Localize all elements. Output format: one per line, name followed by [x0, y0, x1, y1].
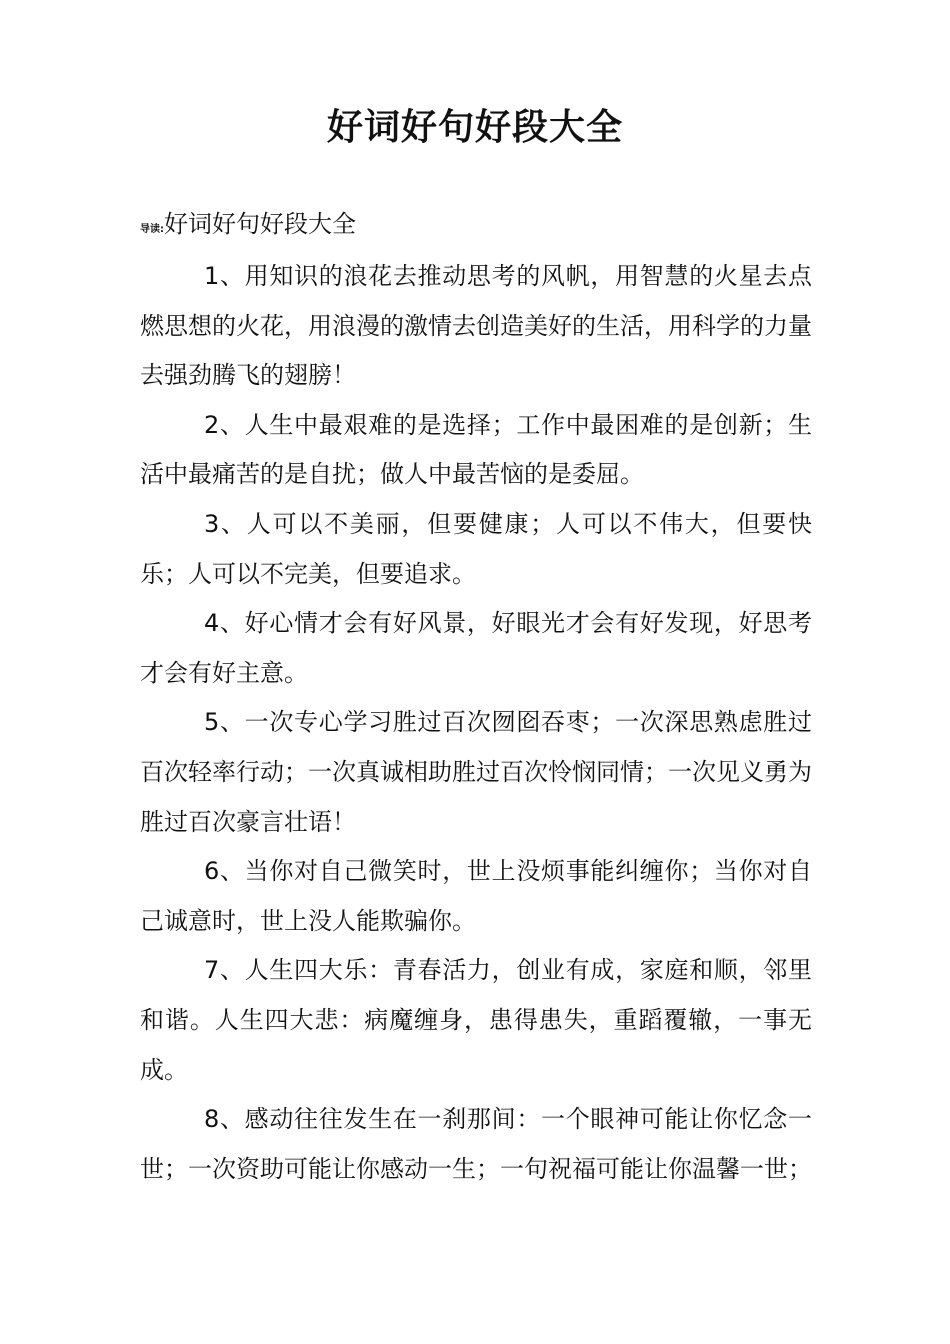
paragraph-7: 7、人生四大乐：青春活力，创业有成，家庭和顺，邻里和谐。人生四大悲：病魔缠身，患得患失，重蹈覆辙，一事无成。: [140, 956, 812, 1084]
paragraph-1: 1、用知识的浪花去推动思考的风帆，用智慧的火星去点燃思想的火花，用浪漫的激情去创造美好的生活，用科学的力量去强劲腾飞的翅膀！: [140, 262, 812, 390]
lead-line: [140, 204, 356, 244]
paragraph-8: 8、感动往往发生在一刹那间：一个眼神可能让你忆念一世；一次资助可能让你感动一生；一句祝福可能让你温馨一世；: [140, 1105, 812, 1183]
lead-text: 好词好句好段大全: [164, 210, 356, 238]
paragraph-3: 3、人可以不美丽，但要健康；人可以不伟大，但要快乐；人可以不完美，但要追求。: [140, 509, 812, 588]
document-title: 好词好句好段大全: [326, 107, 623, 148]
paragraph-2: 2、人生中最艰难的是选择；工作中最困难的是创新；生活中最痛苦的是自扰；做人中最苦恼的是委屈。: [140, 410, 812, 489]
document-body: [140, 252, 812, 1194]
lead-label: 导读:: [140, 224, 164, 235]
paragraph-6: 6、当你对自己微笑时，世上没烦事能纠缠你；当你对自己诚意时，世上没人能欺骗你。: [140, 857, 812, 935]
paragraph-5: 5、一次专心学习胜过百次囫囵吞枣；一次深思熟虑胜过百次轻率行动；一次真诚相助胜过百次怜悯同情；一次见义勇为胜过百次豪言壮语！: [140, 708, 812, 836]
paragraph-4: 4、好心情才会有好风景，好眼光才会有好发现，好思考才会有好主意。: [140, 609, 812, 687]
